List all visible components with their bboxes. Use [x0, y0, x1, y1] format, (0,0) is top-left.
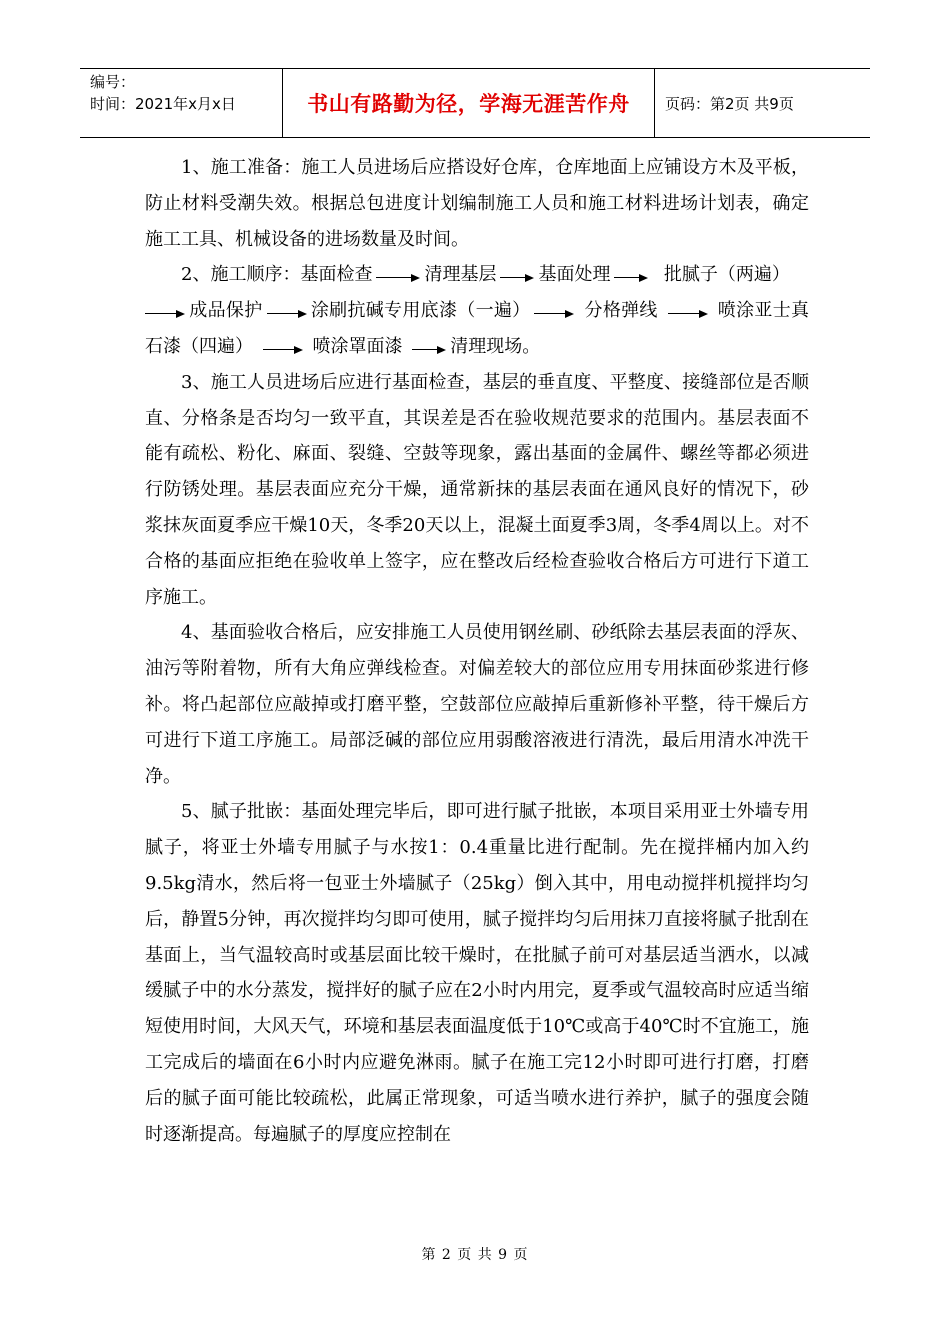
paragraph-putty-application: 5、腻子批嵌：基面处理完毕后，即可进行腻子批嵌，本项目采用亚士外墙专用腻子，将亚士外墙专用腻子与水按1：0.4重量比进行配制。先在搅拌桶内加入约9.5kg清水，然后将一包亚士外墙腻子（25kg）倒入其中，用电动搅拌机搅拌均匀后，静置5分钟，再次搅拌均匀即可使用，腻子搅拌均匀后用抹刀直接将腻子批刮在基面上，当气温较高时或基层面比较干燥时，在批腻子前可对基层适当洒水，以减缓腻子中的水分蒸发，搅拌好的腻子应在2小时内用完，夏季或气温较高时应适当缩短使用时间，大风天气，环境和基层表面温度低于10℃或高于40℃时不宜施工，施工完成后的墙面在6小时内应避免淋雨。腻子在施工完12小时即可进行打磨，打磨后的腻子面可能比较疏松，此属正常现象，可适当喷水进行养护，腻子的强度会随时逐渐提高。每遍腻子的厚度应控制在: [145, 801, 809, 1145]
arrow-right-icon: [145, 304, 185, 316]
sequence-step: 喷涂罩面漆: [312, 335, 403, 357]
document-number-label: 编号：: [90, 73, 136, 91]
arrow-right-icon: [412, 340, 446, 352]
arrow-right-icon: [500, 268, 534, 280]
document-body: [145, 150, 809, 1152]
page-header: [80, 68, 870, 138]
header-page-info: 页码：第2页 共9页: [665, 94, 794, 113]
arrow-right-icon: [263, 340, 303, 352]
sequence-step: 涂刷抗碱专用底漆（一遍）: [310, 300, 531, 322]
sequence-step: 清理现场。: [450, 335, 541, 357]
sequence-step: 喷涂亚士真石漆（四遍）: [145, 300, 810, 357]
paragraph-construction-preparation: 1、施工准备：施工人员进场后应搭设好仓库，仓库地面上应铺设方木及平板，防止材料受潮失效。根据总包进度计划编制施工人员和施工材料进场计划表，确定施工工具、机械设备的进场数量及时间。: [145, 157, 809, 250]
header-meta: [80, 69, 283, 137]
arrow-right-icon: [614, 268, 648, 280]
sequence-step: 基面处理: [538, 264, 611, 286]
arrow-right-icon: [376, 268, 420, 280]
paragraph-base-inspection: 3、施工人员进场后应进行基面检查，基层的垂直度、平整度、接缝部位是否顺直、分格条是否均匀一致平直，其误差是否在验收规范要求的范围内。基层表面不能有疏松、粉化、麻面、裂缝、空鼓等现象，露出基面的金属件、螺丝等都必须进行防锈处理。基层表面应充分干燥，通常新抹的基层表面在通风良好的情况下，砂浆抹灰面夏季应干燥10天，冬季20天以上，混凝土面夏季3周，冬季4周以上。对不合格的基面应拒绝在验收单上签字，应在整改后经检查验收合格后方可进行下道工序施工。: [145, 371, 809, 608]
sequence-step: 清理基层: [424, 264, 497, 286]
header-motto: 书山有路勤为径，学海无涯苦作舟: [283, 69, 655, 137]
paragraph-construction-sequence: [145, 257, 809, 293]
sequence-step: 批腻子（两遍）: [663, 264, 790, 286]
page-footer: 第 2 页 共 9 页: [421, 1247, 529, 1263]
paragraph-base-treatment: 4、基面验收合格后，应安排施工人员使用钢丝刷、砂纸除去基层表面的浮灰、油污等附着物，所有大角应弹线检查。对偏差较大的部位应用专用抹面砂浆进行修补。将凸起部位应敲掉或打磨平整，空鼓部位应敲掉后重新修补平整，待干燥后方可进行下道工序施工。局部泛碱的部位应用弱酸溶液进行清洗，最后用清水冲洗干净。: [145, 622, 809, 787]
sequence-label: 2、施工顺序：: [181, 264, 301, 286]
paragraph-construction-sequence-continued: [145, 293, 809, 365]
arrow-right-icon: [534, 304, 574, 316]
sequence-step: 分格弹线: [584, 300, 658, 322]
arrow-right-icon: [267, 304, 307, 316]
document-date: 时间：2021年x月x日: [90, 95, 236, 113]
sequence-step: 成品保护: [189, 300, 263, 322]
sequence-step: 基面检查: [300, 264, 373, 286]
arrow-right-icon: [668, 304, 708, 316]
